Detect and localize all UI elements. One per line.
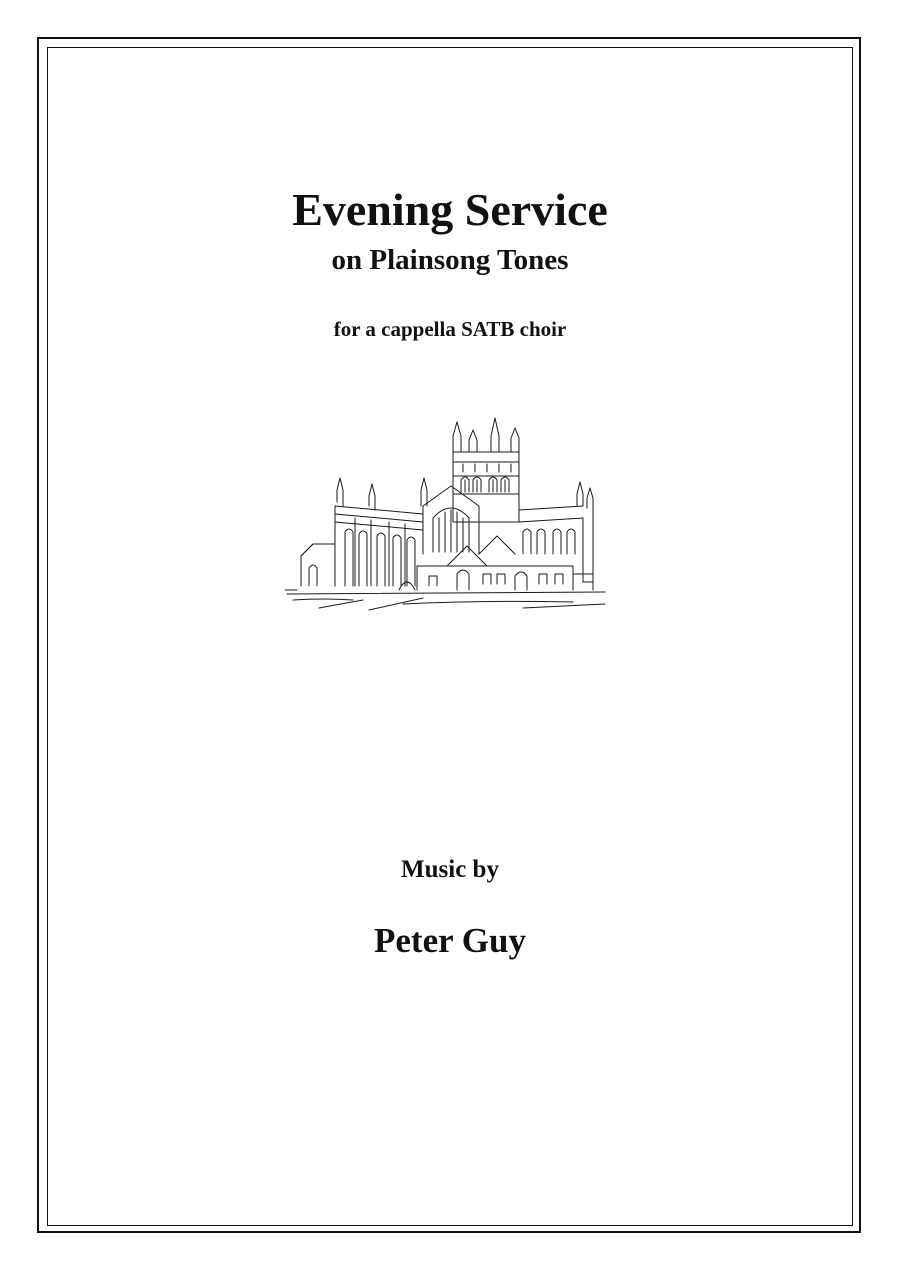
- ground-lines: [285, 590, 605, 610]
- left-transept: [421, 478, 479, 554]
- left-chapel: [301, 544, 335, 586]
- left-nave: [335, 478, 423, 586]
- front-buildings: [399, 536, 593, 590]
- central-tower: [453, 418, 519, 522]
- page-subtitle: on Plainsong Tones: [331, 244, 569, 276]
- right-nave: [519, 482, 593, 582]
- scoring-line: for a cappella SATB choir: [333, 317, 567, 341]
- credit-label: Music by: [401, 856, 499, 883]
- page-title: Evening Service: [292, 184, 608, 235]
- cathedral-illustration: [283, 414, 613, 614]
- composer-name: Peter Guy: [374, 921, 526, 960]
